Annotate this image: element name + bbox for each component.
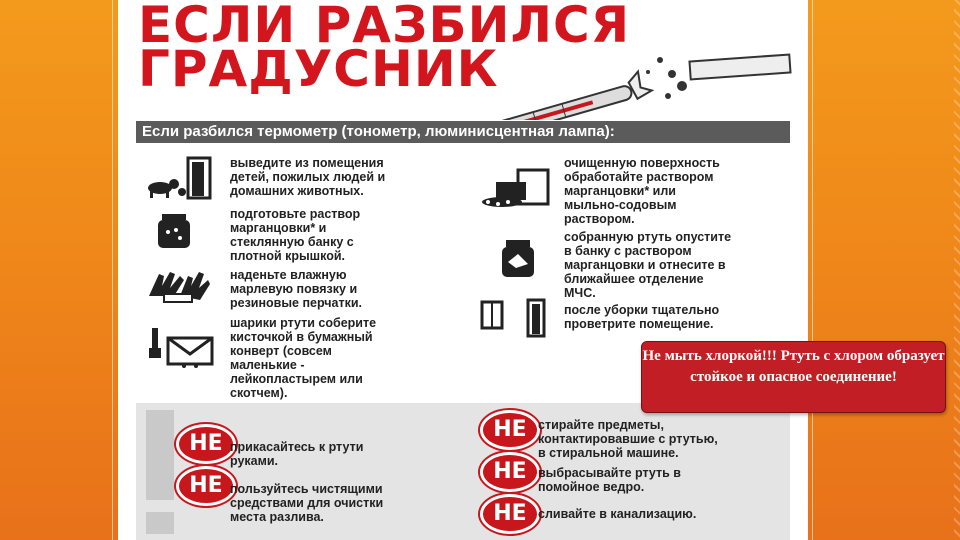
step-left-4: шарики ртути соберите кисточкой в бумажный конверт (совсем маленькие - лейкопластырем или скотчем).	[230, 316, 377, 400]
decor-line-right	[812, 0, 813, 540]
dont-right-2: выбрасывайте ртуть в помойное ведро.	[538, 466, 681, 494]
ne-badge: НЕ	[480, 452, 540, 492]
window-door-icon	[480, 298, 550, 338]
step-left-1: выведите из помещения детей, пожилых людей и домашних животных.	[230, 156, 386, 198]
dont-right-1: стирайте предметы, контактировавшие с ртутью, в стиральной машине.	[538, 418, 718, 460]
people-pets-door-icon	[140, 156, 220, 201]
exclamation-icon	[136, 400, 186, 540]
step-right-2: собранную ртуть опустите в банку с раствором марганцовки и отнесите в ближайшее отделение МЧС.	[564, 230, 732, 300]
decor-chevron-edge	[954, 0, 960, 540]
ne-badge: НЕ	[176, 424, 236, 464]
sponge-surface-icon	[478, 166, 558, 210]
ne-badge: НЕ	[176, 466, 236, 506]
sealed-jar-icon	[498, 238, 538, 280]
step-left-3: наденьте влажную марлевую повязку и резиновые перчатки.	[230, 268, 363, 310]
brush-envelope-icon	[144, 324, 216, 368]
jar-icon	[154, 212, 194, 250]
poster-title-line1: ЕСЛИ РАЗБИЛСЯ	[138, 0, 631, 54]
step-right-1: очищенную поверхность обработайте раствором марганцовки* или мыльно-содовым раствором.	[564, 156, 720, 226]
dont-left-1: прикасайтесь к ртути руками.	[230, 440, 364, 468]
ne-badge: НЕ	[480, 494, 540, 534]
step-left-2: подготовьте раствор марганцовки* и стеклянную банку с плотной крышкой.	[230, 207, 361, 263]
poster-subheading: Если разбился термометр (тонометр, люминисцентная лампа):	[136, 121, 790, 143]
step-right-3: после уборки тщательно проветрите помещение.	[564, 303, 720, 331]
ne-badge: НЕ	[480, 410, 540, 450]
dont-right-3: сливайте в канализацию.	[538, 507, 697, 521]
gloves-mask-icon	[144, 266, 214, 306]
poster	[118, 0, 808, 540]
warning-callout: Не мыть хлоркой!!! Ртуть с хлором образует стойкое и опасное соединение!	[641, 341, 946, 413]
dont-left-2: пользуйтесь чистящими средствами для очистки места разлива.	[230, 482, 384, 524]
decor-line-left	[112, 0, 113, 540]
broken-thermometer-icon	[410, 50, 800, 120]
poster-title-line2: ГРАДУСНИК	[138, 40, 499, 98]
